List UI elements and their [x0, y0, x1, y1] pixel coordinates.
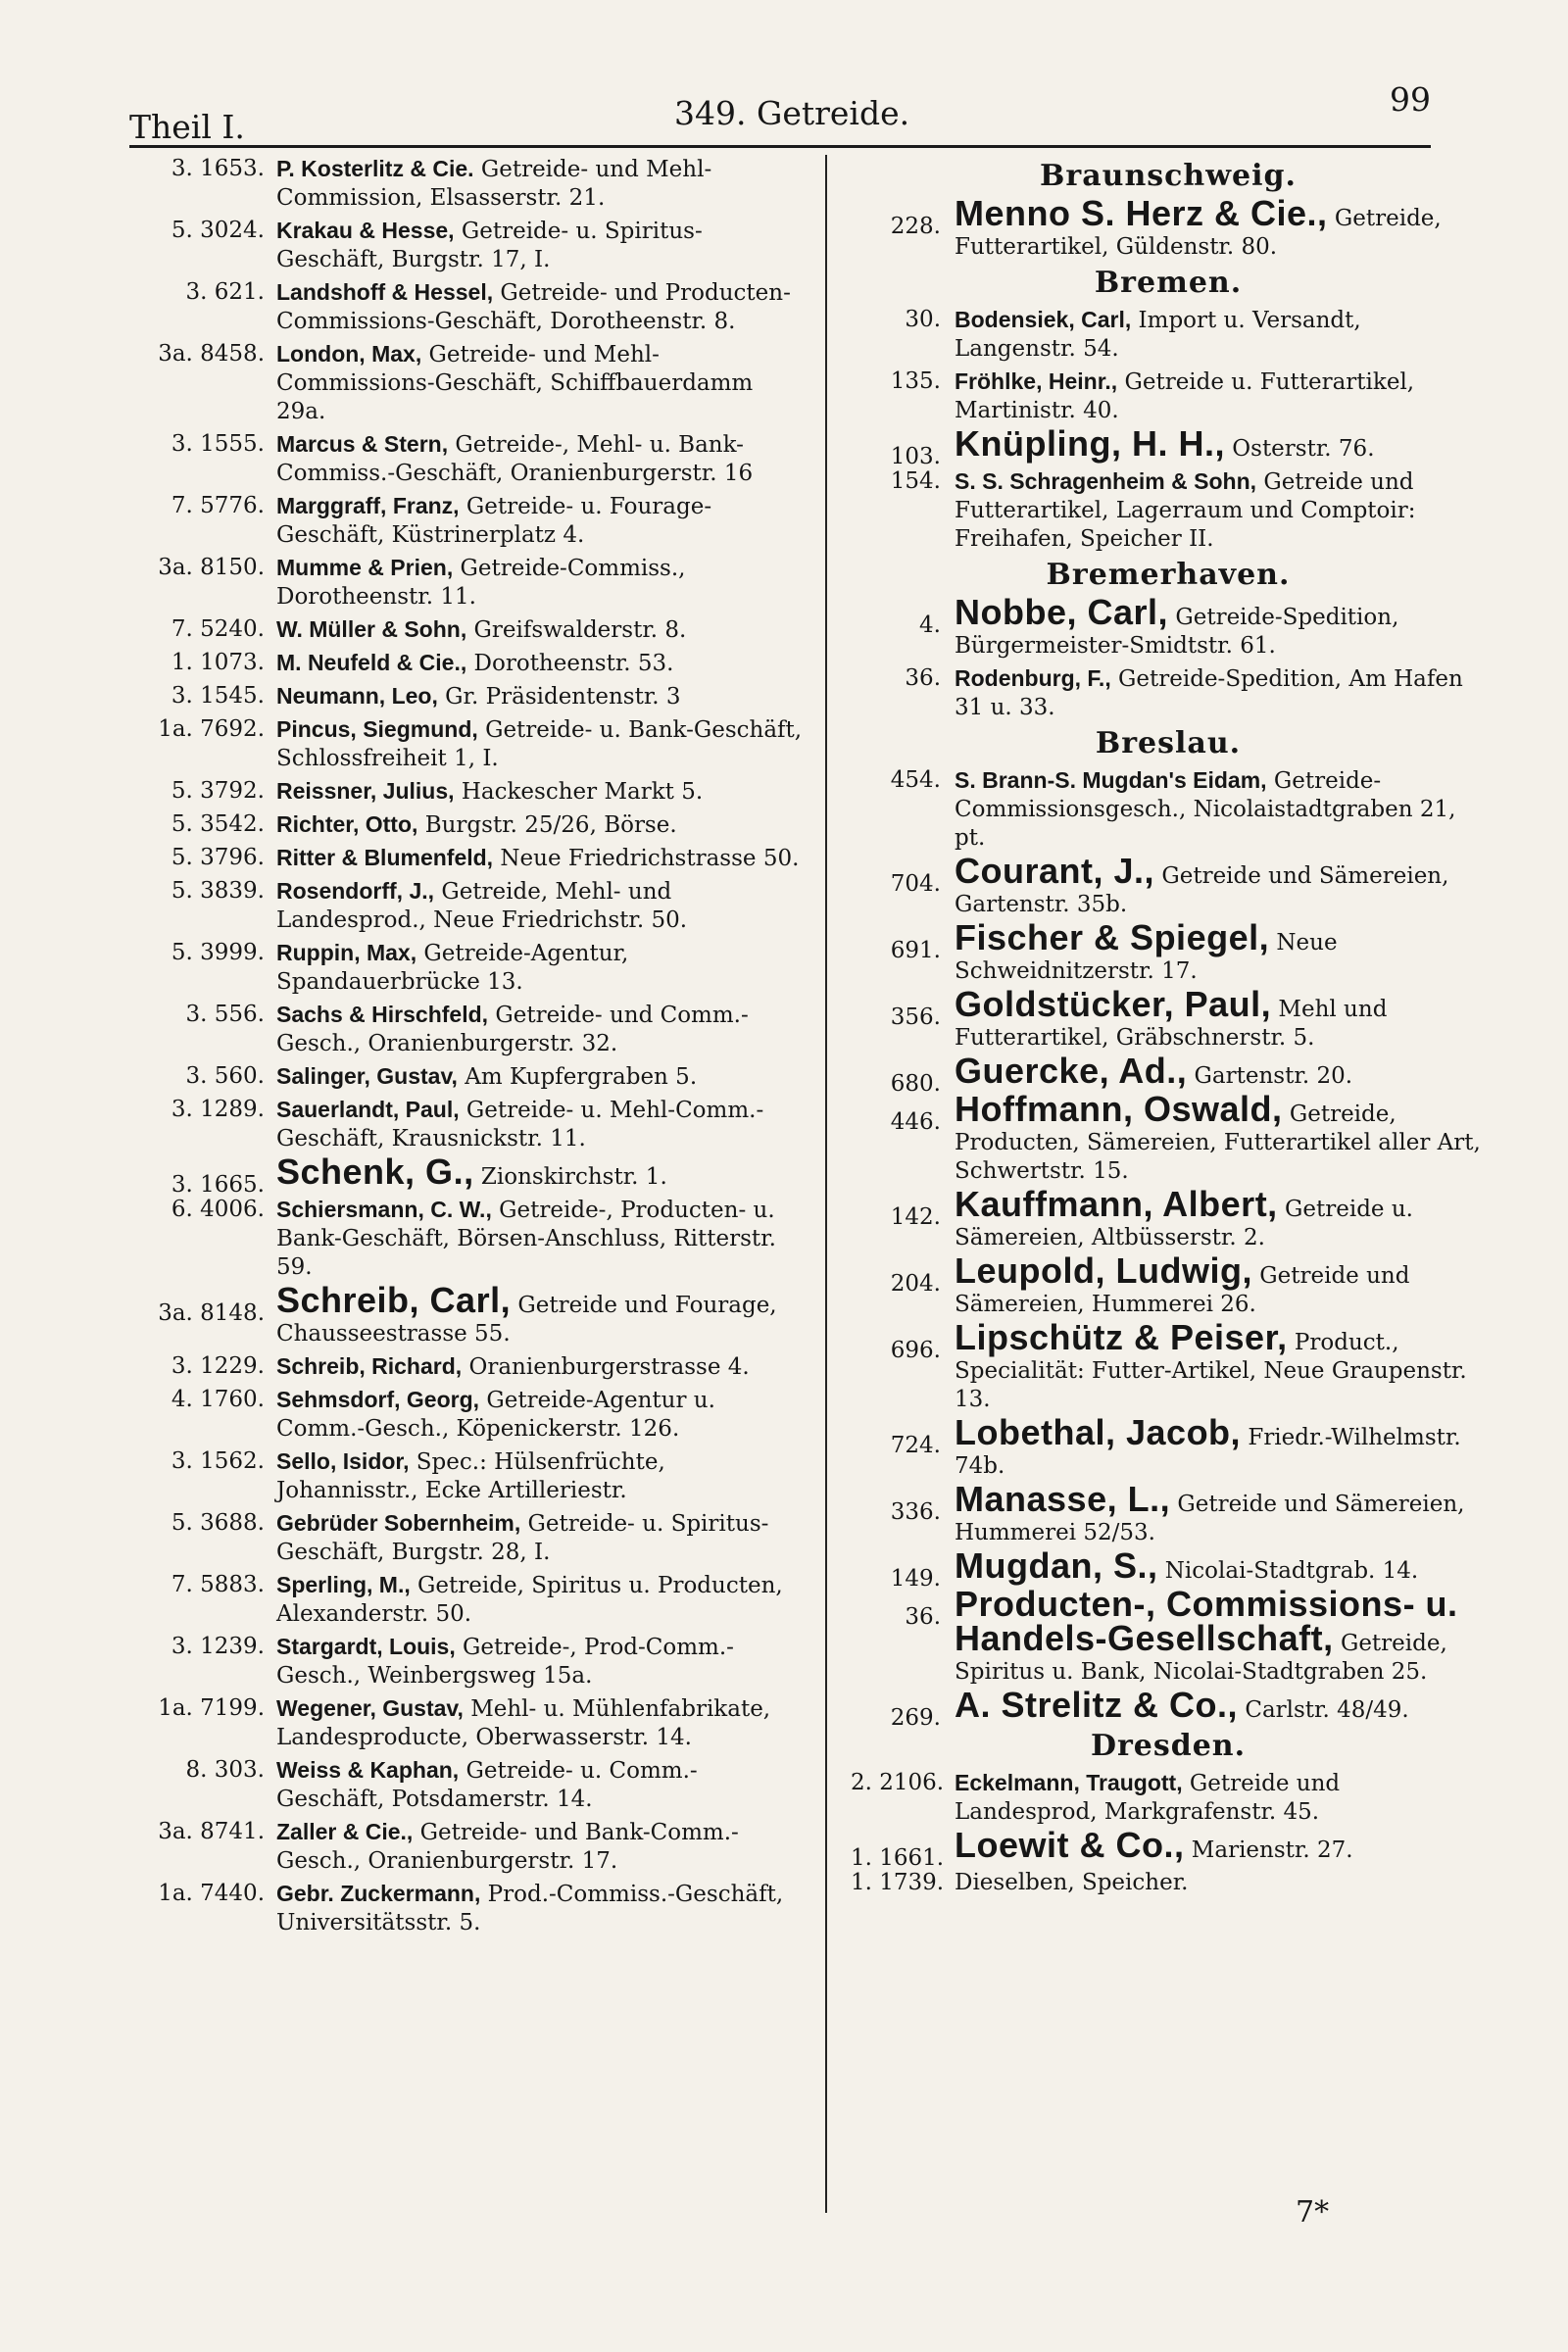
entry-text: [851, 1825, 1486, 1865]
directory-entry: [851, 1250, 1486, 1319]
city-heading: Bremen.: [1094, 266, 1243, 300]
entry-number: 3a. 8741.: [158, 1819, 265, 1844]
company-name: Goldstücker, Paul,: [955, 984, 1272, 1024]
company-name: Richter, Otto,: [276, 811, 418, 837]
entry-text: [851, 1685, 1486, 1725]
city-heading: Bremerhaven.: [1046, 558, 1291, 592]
entry-details: Getreide und Fourage, Chausseestrasse 55.: [276, 1293, 777, 1347]
entry-number: 446.: [890, 1109, 941, 1135]
column-divider: [825, 155, 827, 2213]
directory-entry: [127, 1280, 804, 1348]
entry-number: 269.: [890, 1705, 941, 1731]
company-name: Sperling, M.,: [276, 1572, 411, 1597]
company-name: Wegener, Gustav,: [276, 1695, 464, 1721]
entry-number: 3. 1545.: [171, 683, 265, 709]
entry-details: Getreide- u. Mehl-Comm.-Geschäft, Krausnickstr. 11.: [276, 1098, 764, 1152]
company-name: Producten-, Commissions- u. Handels-Gesellschaft,: [955, 1584, 1458, 1658]
entry-details: Mehl und Futterartikel, Gräbschnerstr. 5.: [955, 997, 1388, 1051]
company-name: Sauerlandt, Paul,: [276, 1097, 460, 1122]
directory-entry: [851, 1769, 1486, 1827]
entry-number: 3. 1239.: [171, 1634, 265, 1659]
entry-details: Getreide-Commissionsgesch., Nicolaistadtgraben 21, pt.: [955, 768, 1456, 851]
company-name: Leupold, Ludwig,: [955, 1250, 1252, 1291]
signature-mark: 7*: [1296, 2195, 1330, 2230]
directory-entry: [127, 492, 804, 550]
entry-details: Getreide-Spedition, Am Hafen 31 u. 33.: [955, 666, 1463, 720]
company-name: A. Strelitz & Co.,: [955, 1685, 1239, 1725]
page-header: [129, 76, 1431, 148]
directory-entry: [127, 1756, 804, 1814]
directory-entry: [127, 278, 804, 336]
company-name: Sachs & Hirschfeld,: [276, 1002, 489, 1027]
entry-number: 7. 5883.: [171, 1572, 265, 1597]
entry-text: [851, 1479, 1486, 1547]
entry-number: 680.: [890, 1071, 941, 1097]
directory-entry: [127, 1447, 804, 1505]
entry-text: [851, 851, 1486, 919]
directory-entry: [851, 766, 1486, 853]
directory-entry: [851, 1317, 1486, 1414]
directory-entry: [127, 844, 804, 873]
entry-details: Getreide und Landesprod, Markgrafenstr. 45.: [955, 1771, 1341, 1825]
company-name: Weiss & Kaphan,: [276, 1757, 460, 1783]
entry-details: Dieselben, Speicher.: [955, 1870, 1189, 1895]
directory-entry: [851, 984, 1486, 1053]
entry-text: [851, 766, 1486, 853]
directory-entry: [851, 1869, 1486, 1897]
entry-number: 3. 1562.: [171, 1448, 265, 1474]
entry-number: 696.: [890, 1338, 941, 1363]
directory-entry: [127, 1152, 804, 1198]
entry-details: Am Kupfergraben 5.: [457, 1064, 698, 1090]
directory-entry: [127, 649, 804, 678]
directory-entry: [851, 1412, 1486, 1481]
entry-number: 7. 5240.: [171, 616, 265, 642]
directory-entry: [851, 1479, 1486, 1547]
directory-entry: [127, 615, 804, 645]
entry-details: Getreide- u. Comm.-Geschäft, Potsdamerstr. 14.: [276, 1758, 698, 1812]
entry-number: 5. 3792.: [171, 778, 265, 804]
company-name: Nobbe, Carl,: [955, 592, 1169, 632]
company-name: Zaller & Cie.,: [276, 1819, 414, 1844]
directory-entry: [127, 777, 804, 807]
directory-entry: [851, 917, 1486, 986]
company-name: S. Brann-S. Mugdan's Eidam,: [955, 767, 1267, 793]
entry-text: [851, 1089, 1486, 1186]
left-column: [127, 155, 804, 2242]
entry-number: 103.: [890, 444, 941, 469]
entry-number: 5. 3024.: [171, 218, 265, 243]
entry-text: [851, 1317, 1486, 1414]
company-name: Salinger, Gustav,: [276, 1063, 458, 1089]
entry-number: 5. 3839.: [171, 878, 265, 904]
entry-details: Getreide u. Sämereien, Altbüsserstr. 2.: [955, 1197, 1413, 1250]
entry-details: Gartenstr. 20.: [1187, 1063, 1353, 1089]
entry-details: Getreide-, Producten- u. Bank-Geschäft, Börsen-Anschluss, Ritterstr. 59.: [276, 1198, 776, 1280]
entry-number: 3a. 8458.: [158, 341, 265, 367]
company-name: Sehmsdorf, Georg,: [276, 1387, 480, 1412]
entry-number: 3a. 8148.: [158, 1300, 265, 1326]
directory-entry: [127, 554, 804, 612]
entry-details: Friedr.-Wilhelmstr. 74b.: [955, 1425, 1461, 1479]
directory-entry: [127, 1096, 804, 1153]
entry-number: 7. 5776.: [171, 493, 265, 518]
company-name: Courant, J.,: [955, 851, 1155, 891]
entry-details: Getreide- und Comm.-Gesch., Oranienburgerstr. 32.: [276, 1003, 749, 1056]
entry-number: 336.: [890, 1499, 941, 1525]
entry-number: 3. 556.: [185, 1002, 265, 1027]
company-name: Stargardt, Louis,: [276, 1634, 456, 1659]
right-column: [851, 155, 1486, 2242]
directory-entry: [851, 592, 1486, 661]
company-name: Menno S. Herz & Cie.,: [955, 193, 1328, 233]
company-name: Manasse, L.,: [955, 1479, 1171, 1519]
city-heading: Braunschweig.: [1040, 159, 1297, 193]
entry-number: 5. 3542.: [171, 811, 265, 837]
entry-text: [851, 1545, 1486, 1586]
company-name: Hoffmann, Oswald,: [955, 1089, 1283, 1129]
page-number: 99: [1390, 80, 1431, 119]
company-name: Gebrüder Sobernheim,: [276, 1510, 521, 1536]
entry-details: Getreide-, Prod-Comm.-Gesch., Weinbergsweg 15a.: [276, 1635, 734, 1689]
directory-entry: [127, 939, 804, 997]
company-name: Lipschütz & Peiser,: [955, 1317, 1288, 1357]
entry-details: Getreide- und Bank-Comm.-Gesch., Oranienburgerstr. 17.: [276, 1820, 739, 1874]
directory-entry: [127, 1001, 804, 1058]
entry-details: Product., Specialität: Futter-Artikel, Neue Graupenstr. 13.: [955, 1330, 1467, 1412]
directory-entry: [127, 1196, 804, 1282]
company-name: Landshoff & Hessel,: [276, 279, 494, 305]
entry-details: Mehl- u. Mühlenfabrikate, Landesproducte, Oberwasserstr. 14.: [276, 1696, 771, 1750]
directory-entry: [127, 1062, 804, 1092]
entry-details: Getreide- u. Bank-Geschäft, Schlossfreiheit 1, I.: [276, 717, 803, 771]
section-title: 349. Getreide.: [674, 94, 910, 132]
entry-text: [851, 306, 1486, 364]
entry-text: [851, 984, 1486, 1053]
company-name: Mugdan, S.,: [955, 1545, 1158, 1586]
entry-number: 6. 4006.: [171, 1197, 265, 1222]
company-name: Sello, Isidor,: [276, 1448, 410, 1474]
entry-details: Oranienburgerstrasse 4.: [462, 1354, 750, 1380]
entry-details: Burgstr. 25/26, Börse.: [417, 812, 677, 838]
company-name: Gebr. Zuckermann,: [276, 1881, 481, 1906]
entry-details: Getreide, Producten, Sämereien, Futterartikel aller Art, Schwertstr. 15.: [955, 1102, 1481, 1184]
entry-number: 1. 1661.: [851, 1845, 945, 1871]
entry-number: 5. 3999.: [171, 940, 265, 965]
company-name: Marggraff, Franz,: [276, 493, 460, 518]
entry-text: [851, 592, 1486, 661]
directory-entry: [127, 1352, 804, 1382]
entry-details: Hackescher Markt 5.: [454, 779, 704, 805]
entry-number: 228.: [890, 214, 941, 239]
entry-details: Getreide- und Mehl-Commission, Elsasserstr. 21.: [276, 157, 712, 211]
entry-number: 1a. 7199.: [158, 1695, 265, 1721]
company-name: Lobethal, Jacob,: [955, 1412, 1242, 1452]
entry-details: Getreide-, Mehl- u. Bank-Commiss.-Geschäft, Oranienburgerstr. 16: [276, 432, 754, 486]
directory-entry: [127, 715, 804, 773]
entry-number: 149.: [890, 1566, 941, 1592]
company-name: Schreib, Carl,: [276, 1280, 512, 1320]
directory-entry: [127, 810, 804, 840]
entry-details: Greifswalderstr. 8.: [466, 617, 687, 643]
entry-details: Getreide- u. Spiritus-Geschäft, Burgstr. 28, I.: [276, 1511, 769, 1565]
entry-number: 3. 1653.: [171, 156, 265, 181]
entry-number: 724.: [890, 1433, 941, 1458]
company-name: Neumann, Leo,: [276, 683, 438, 709]
directory-entry: [851, 664, 1486, 722]
directory-entry: [851, 423, 1486, 469]
entry-number: 3a. 8150.: [158, 555, 265, 580]
entry-details: Getreide und Sämereien, Gartenstr. 35b.: [955, 863, 1449, 917]
entry-number: 5. 3688.: [171, 1510, 265, 1536]
city-heading: Dresden.: [1090, 1729, 1247, 1763]
entry-number: 30.: [905, 307, 941, 332]
directory-entry: [127, 1386, 804, 1444]
entry-details: Getreide und Sämereien, Hummerei 26.: [955, 1263, 1410, 1317]
directory-entry: [851, 1051, 1486, 1097]
entry-text: [851, 1869, 1486, 1897]
entry-details: Getreide- u. Fourage-Geschäft, Küstrinerplatz 4.: [276, 494, 712, 548]
entry-details: Nicolai-Stadtgrab. 14.: [1157, 1558, 1419, 1584]
entry-text: [851, 1051, 1486, 1091]
entry-details: Getreide, Spiritus u. Bank, Nicolai-Stadtgraben 25.: [955, 1631, 1447, 1685]
entry-number: 454.: [890, 767, 941, 793]
entry-number: 5. 3796.: [171, 845, 265, 870]
company-name: Schiersmann, C. W.,: [276, 1197, 492, 1222]
directory-entry: [851, 1089, 1486, 1186]
entry-details: Carlstr. 48/49.: [1238, 1697, 1409, 1723]
entry-text: [851, 423, 1486, 464]
company-name: Reissner, Julius,: [276, 778, 455, 804]
entry-details: Getreide- u. Spiritus-Geschäft, Burgstr. 17, I.: [276, 219, 703, 272]
directory-entry: [127, 1509, 804, 1567]
company-name: Rosendorff, J.,: [276, 878, 435, 904]
directory-entry: [127, 430, 804, 488]
entry-number: 3. 560.: [185, 1063, 265, 1089]
entry-number: 4. 1760.: [171, 1387, 265, 1412]
company-name: M. Neufeld & Cie.,: [276, 650, 467, 675]
entry-details: Getreide und Sämereien, Hummerei 52/53.: [955, 1492, 1465, 1545]
entry-details: Getreide, Spiritus u. Producten, Alexanderstr. 50.: [276, 1573, 783, 1627]
entry-number: 691.: [890, 938, 941, 963]
entry-details: Import u. Versandt, Langenstr. 54.: [955, 308, 1361, 362]
company-name: Ritter & Blumenfeld,: [276, 845, 494, 870]
directory-entry: [851, 193, 1486, 262]
directory-entry: [127, 682, 804, 711]
company-name: W. Müller & Sohn,: [276, 616, 467, 642]
entry-details: Neue Friedrichstrasse 50.: [493, 846, 800, 871]
company-name: Marcus & Stern,: [276, 431, 449, 457]
directory-entry: [127, 877, 804, 935]
directory-entry: [127, 1571, 804, 1629]
entry-number: 204.: [890, 1271, 941, 1297]
directory-entry: [127, 1818, 804, 1876]
company-name: Guercke, Ad.,: [955, 1051, 1188, 1091]
entry-number: 135.: [890, 368, 941, 394]
entry-details: Spec.: Hülsenfrüchte, Johannisstr., Ecke Artilleriestr.: [276, 1449, 665, 1503]
entry-details: Getreide-Commiss., Dorotheenstr. 11.: [276, 556, 686, 610]
entry-number: 36.: [905, 665, 941, 691]
part-label: Theil I.: [129, 108, 245, 146]
entry-text: [851, 1184, 1486, 1252]
entry-number: 3. 1665.: [171, 1172, 265, 1198]
entry-text: [851, 368, 1486, 425]
entry-text: [851, 467, 1486, 554]
company-name: S. S. Schragenheim & Sohn,: [955, 468, 1257, 494]
entry-number: 2. 2106.: [851, 1770, 945, 1795]
entry-text: [851, 664, 1486, 722]
entry-details: Getreide, Mehl- und Landesprod., Neue Friedrichstr. 50.: [276, 879, 688, 933]
entry-details: Getreide-Agentur u. Comm.-Gesch., Köpenickerstr. 126.: [276, 1388, 715, 1442]
entry-details: Getreide- und Producten-Commissions-Geschäft, Dorotheenstr. 8.: [276, 280, 791, 334]
directory-entry: [127, 1694, 804, 1752]
entry-details: Getreide und Futterartikel, Lagerraum und Comptoir: Freihafen, Speicher II.: [955, 469, 1416, 552]
entry-details: Neue Schweidnitzerstr. 17.: [955, 930, 1338, 984]
company-name: London, Max,: [276, 341, 422, 367]
directory-entry: [851, 1584, 1486, 1687]
city-heading: Breslau.: [1095, 726, 1242, 760]
entry-text: [851, 917, 1486, 986]
entry-text: [851, 193, 1486, 262]
company-name: Kauffmann, Albert,: [955, 1184, 1278, 1224]
entry-details: Getreide u. Futterartikel, Martinistr. 40.: [955, 369, 1415, 423]
directory-entry: [851, 1825, 1486, 1871]
company-name: Loewit & Co.,: [955, 1825, 1185, 1865]
company-name: Schenk, G.,: [276, 1152, 474, 1192]
entry-text: [851, 1584, 1486, 1687]
entry-number: 356.: [890, 1004, 941, 1030]
company-name: P. Kosterlitz & Cie.: [276, 156, 474, 181]
entry-details: Osterstr. 76.: [1224, 436, 1375, 462]
entry-details: Getreide- und Mehl-Commissions-Geschäft, Schiffbauerdamm 29a.: [276, 342, 754, 424]
company-name: Eckelmann, Traugott,: [955, 1770, 1183, 1795]
directory-entry: [127, 1880, 804, 1937]
entry-details: Prod.-Commiss.-Geschäft, Universitätsstr. 5.: [276, 1882, 784, 1936]
company-name: Fischer & Spiegel,: [955, 917, 1270, 957]
entry-details: Getreide, Futterartikel, Güldenstr. 80.: [955, 206, 1442, 260]
company-name: Mumme & Prien,: [276, 555, 454, 580]
entry-number: 3. 1289.: [171, 1097, 265, 1122]
entry-number: 8. 303.: [185, 1757, 265, 1783]
directory-entry: [851, 1184, 1486, 1252]
entry-details: Marienstr. 27.: [1184, 1838, 1353, 1863]
entry-number: 142.: [890, 1204, 941, 1230]
entry-details: Dorotheenstr. 53.: [466, 651, 674, 676]
entry-number: 3. 1229.: [171, 1353, 265, 1379]
entry-text: [851, 1412, 1486, 1481]
company-name: Knüpling, H. H.,: [955, 423, 1225, 464]
directory-entry: [127, 155, 804, 213]
directory-entry: [127, 340, 804, 426]
entry-number: 3. 621.: [185, 279, 265, 305]
directory-entry: [851, 467, 1486, 554]
entry-number: 3. 1555.: [171, 431, 265, 457]
entry-number: 154.: [890, 468, 941, 494]
entry-number: 1. 1739.: [851, 1870, 945, 1895]
entry-text: [851, 1250, 1486, 1319]
company-name: Rodenburg, F.,: [955, 665, 1111, 691]
entry-number: 36.: [905, 1604, 941, 1630]
entry-number: 4.: [919, 612, 941, 638]
directory-entry: [851, 306, 1486, 364]
entry-details: Getreide-Agentur, Spandauerbrücke 13.: [276, 941, 629, 995]
entry-details: Getreide-Spedition, Bürgermeister-Smidtstr. 61.: [955, 605, 1399, 659]
company-name: Schreib, Richard,: [276, 1353, 463, 1379]
company-name: Pincus, Siegmund,: [276, 716, 478, 742]
entry-number: 1a. 7692.: [158, 716, 265, 742]
directory-entry: [851, 368, 1486, 425]
entry-details: Gr. Präsidentenstr. 3: [437, 684, 681, 710]
entry-number: 704.: [890, 871, 941, 897]
entry-details: Zionskirchstr. 1.: [473, 1164, 667, 1190]
company-name: Fröhlke, Heinr.,: [955, 368, 1118, 394]
entry-text: [851, 1769, 1486, 1827]
directory-entry: [851, 1545, 1486, 1592]
entry-number: 1. 1073.: [171, 650, 265, 675]
company-name: Krakau & Hesse,: [276, 218, 455, 243]
directory-entry: [851, 1685, 1486, 1731]
company-name: Bodensiek, Carl,: [955, 307, 1132, 332]
entry-number: 1a. 7440.: [158, 1881, 265, 1906]
directory-entry: [851, 851, 1486, 919]
directory-entry: [127, 217, 804, 274]
directory-entry: [127, 1633, 804, 1690]
company-name: Ruppin, Max,: [276, 940, 417, 965]
